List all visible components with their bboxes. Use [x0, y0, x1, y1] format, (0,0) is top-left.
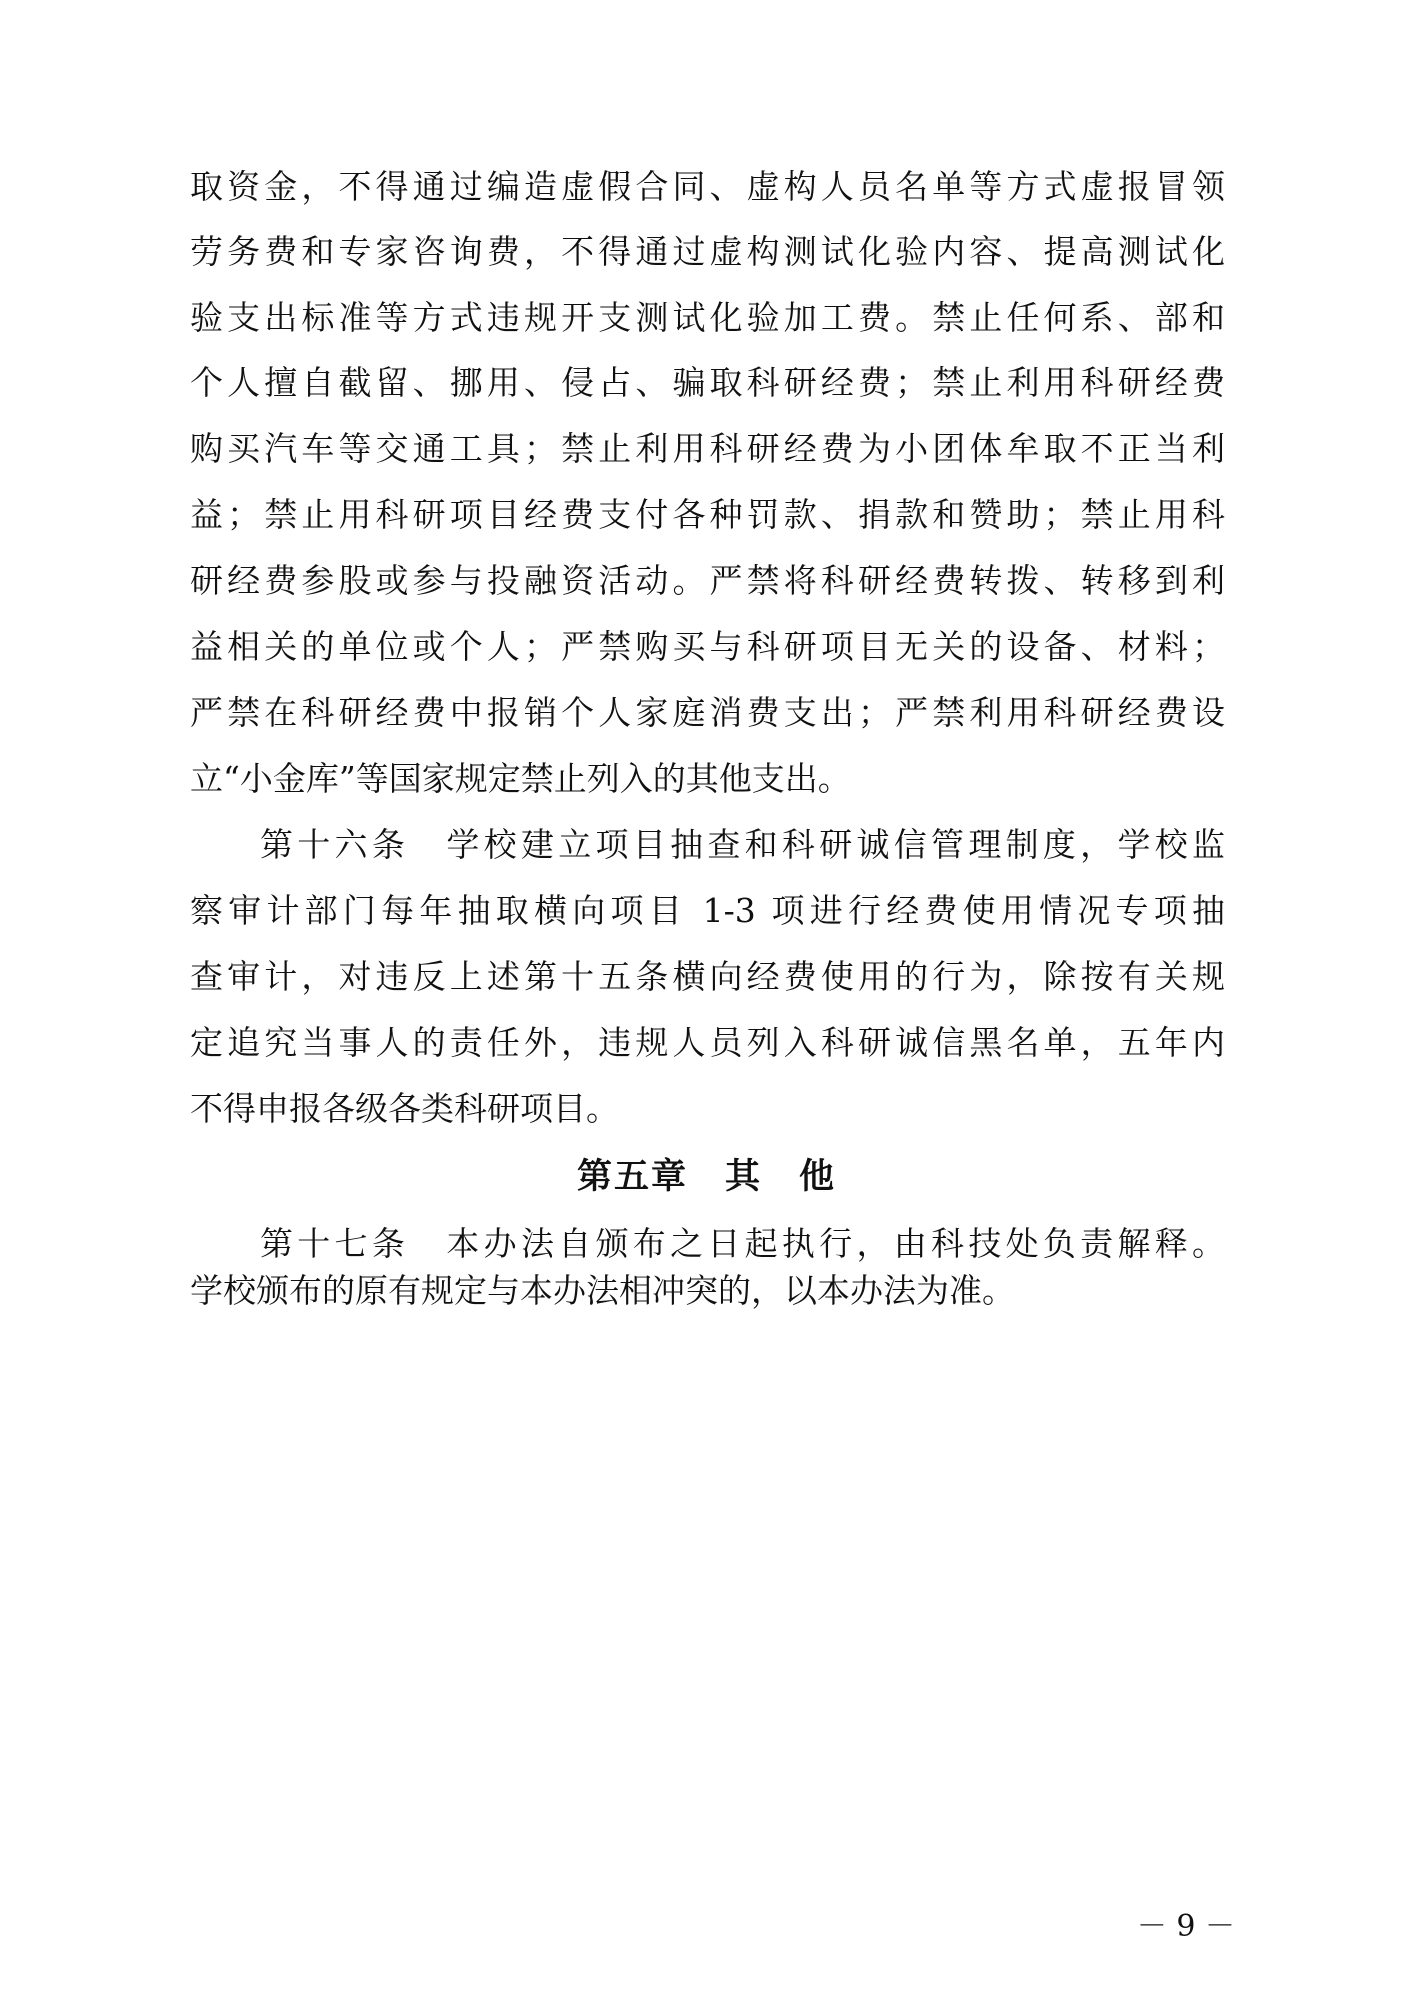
paragraph-line: 购买汽车等交通工具；禁止利用科研经费为小团体牟取不正当利 — [190, 429, 1225, 468]
page-number: － 9 － — [1136, 1909, 1235, 1944]
paragraph-line: 个人擅自截留、挪用、侵占、骗取科研经费；禁止利用科研经费 — [190, 363, 1225, 402]
paragraph-line: 不得申报各级各类科研项目。 — [190, 1089, 619, 1128]
chapter-heading: 第五章 其 他 — [576, 1157, 836, 1197]
paragraph-line: 立“小金库”等国家规定禁止列入的其他支出。 — [190, 759, 851, 798]
paragraph-line: 学校颁布的原有规定与本办法相冲突的，以本办法为准。 — [190, 1271, 1015, 1310]
paragraph-line: 验支出标准等方式违规开支测试化验加工费。禁止任何系、部和 — [190, 298, 1225, 337]
paragraph-line: 益相关的单位或个人；严禁购买与科研项目无关的设备、材料； — [190, 627, 1225, 666]
paragraph-line: 严禁在科研经费中报销个人家庭消费支出；严禁利用科研经费设 — [190, 693, 1225, 732]
paragraph-line: 劳务费和专家咨询费，不得通过虚构测试化验内容、提高测试化 — [190, 232, 1225, 271]
paragraph-line: 察审计部门每年抽取横向项目 1-3 项进行经费使用情况专项抽 — [190, 891, 1225, 930]
article-17-first-line: 第十七条 本办法自颁布之日起执行，由科技处负责解释。 — [260, 1224, 1225, 1263]
paragraph-line: 益；禁止用科研项目经费支付各种罚款、捐款和赞助；禁止用科 — [190, 495, 1225, 534]
paragraph-line: 取资金，不得通过编造虚假合同、虚构人员名单等方式虚报冒领 — [190, 167, 1225, 206]
paragraph-line: 研经费参股或参与投融资活动。严禁将科研经费转拨、转移到利 — [190, 561, 1225, 600]
article-16-first-line: 第十六条 学校建立项目抽查和科研诚信管理制度，学校监 — [260, 825, 1225, 864]
paragraph-line: 查审计，对违反上述第十五条横向经费使用的行为，除按有关规 — [190, 957, 1225, 996]
paragraph-line: 定追究当事人的责任外，违规人员列入科研诚信黑名单，五年内 — [190, 1023, 1225, 1062]
